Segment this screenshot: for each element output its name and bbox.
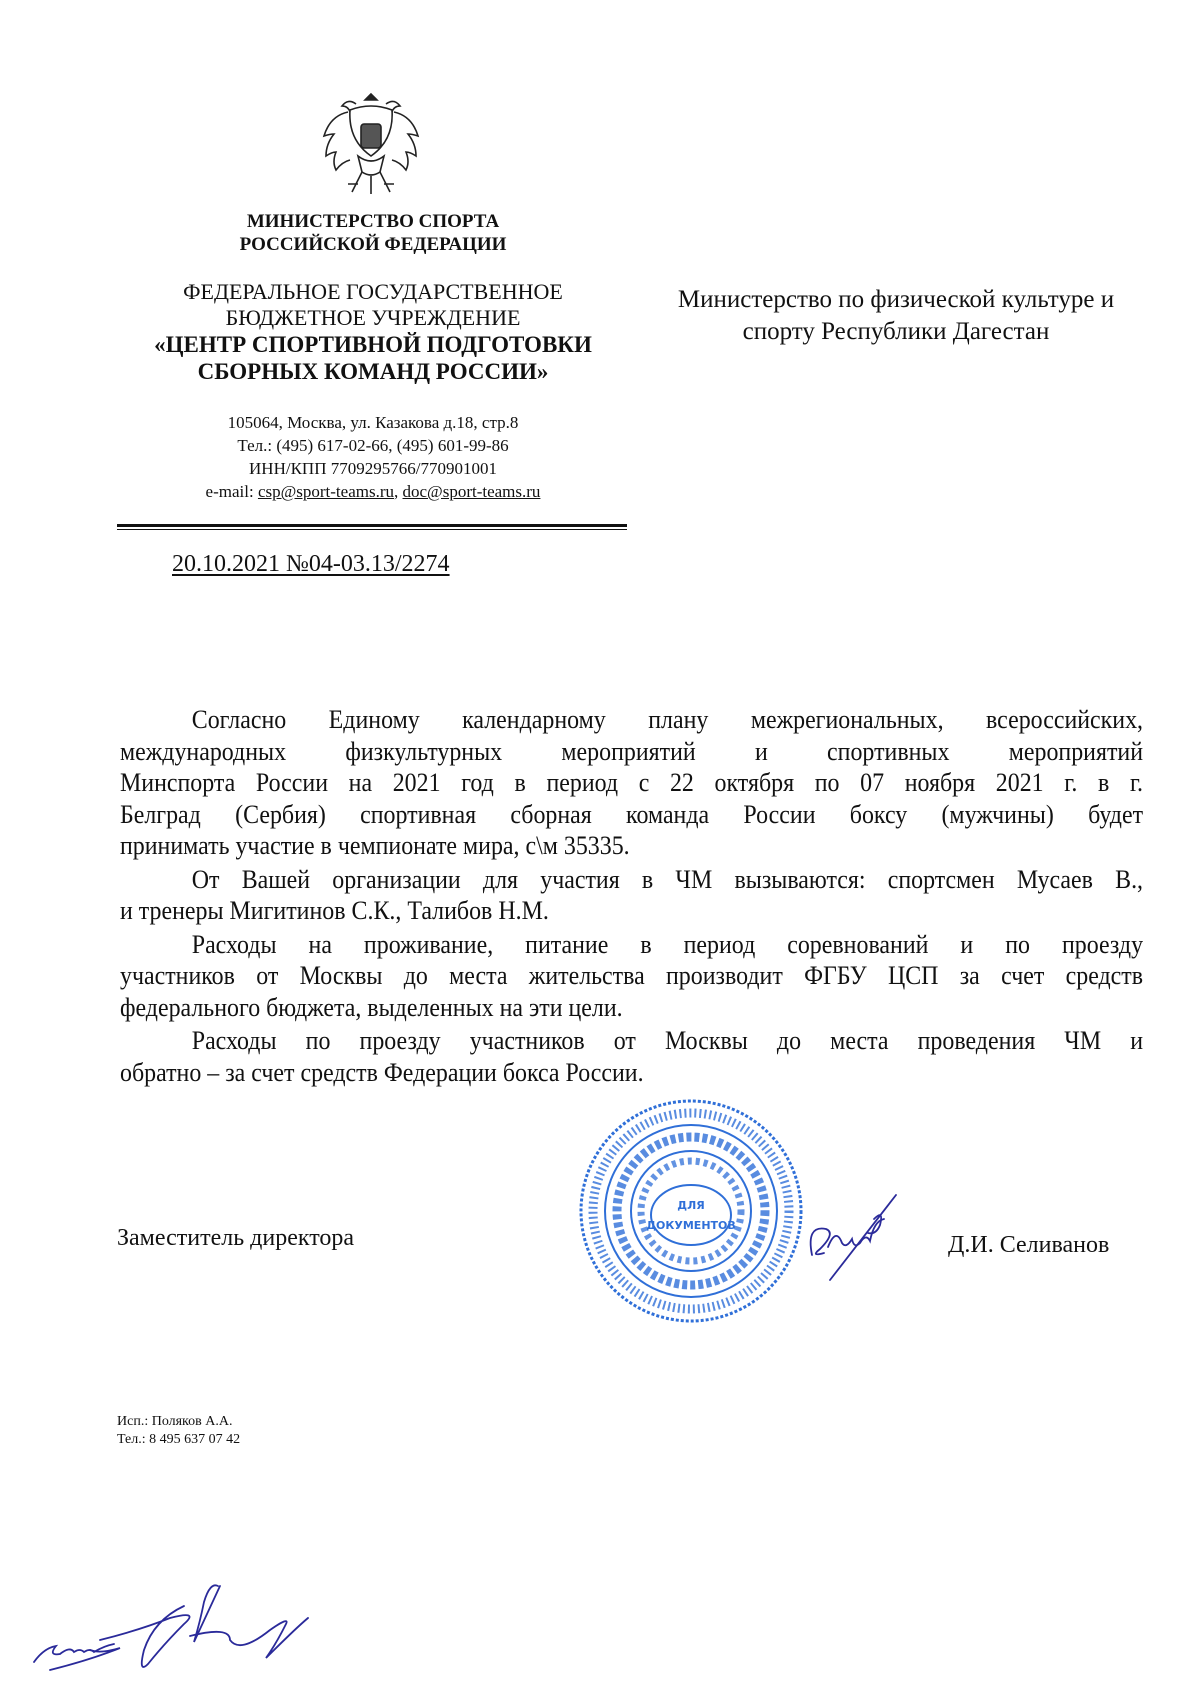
body-line: Расходы по проезду участников от Москвы до места проведения ЧМ и bbox=[191, 1026, 1144, 1055]
body-paragraph bbox=[120, 929, 1143, 1024]
document-date-number: 20.10.2021 №04-03.13/2274 bbox=[172, 551, 450, 577]
director-handwritten-signature bbox=[800, 1185, 910, 1285]
body-paragraph bbox=[120, 704, 1143, 862]
letter-body bbox=[120, 704, 1143, 1090]
phones: Тел.: (495) 617-02-66, (495) 601-99-86 bbox=[237, 436, 509, 455]
emails bbox=[117, 480, 629, 503]
body-paragraph bbox=[120, 1025, 1143, 1088]
signer-position: Заместитель директора bbox=[117, 1225, 355, 1251]
recipient-block bbox=[640, 284, 1152, 348]
inn-kpp: ИНН/КПП 7709295766/770901001 bbox=[249, 459, 497, 478]
org-type-line2: БЮДЖЕТНОЕ УЧРЕЖДЕНИЕ bbox=[225, 305, 521, 330]
executor-footer bbox=[117, 1413, 240, 1449]
email-link-csp[interactable]: csp@sport-teams.ru bbox=[257, 482, 394, 501]
body-line: Белград (Сербия) спортивная сборная команда России боксу (мужчины) будет bbox=[120, 799, 1144, 829]
executor-phone: Тел.: 8 495 637 07 42 bbox=[117, 1432, 241, 1447]
executor-name: Исп.: Поляков А.А. bbox=[117, 1414, 233, 1429]
body-line: принимать участие в чемпионате мира, с\м 35335. bbox=[120, 831, 630, 860]
body-line: Согласно Единому календарному плану межрегиональных, всероссийских, bbox=[191, 705, 1144, 734]
body-paragraph bbox=[120, 864, 1143, 927]
coat-of-arms-emblem bbox=[318, 88, 424, 206]
org-name-line1: «ЦЕНТР СПОРТИВНОЙ ПОДГОТОВКИ bbox=[154, 332, 592, 357]
body-line: Минспорта России на 2021 год в период с 22 октября по 07 ноября 2021 г. в г. bbox=[120, 768, 1144, 797]
organization-header bbox=[117, 279, 629, 385]
ministry-name-line1: МИНИСТЕРСТВО СПОРТА bbox=[246, 211, 500, 232]
org-type-line1: ФЕДЕРАЛЬНОЕ ГОСУДАРСТВЕННОЕ bbox=[183, 279, 563, 304]
body-line: участников от Москвы до места жительства производит ФГБУ ЦСП за счет средств bbox=[120, 961, 1144, 990]
header-divider-thin bbox=[117, 529, 627, 530]
official-round-stamp bbox=[575, 1095, 807, 1327]
signer-name: Д.И. Селиванов bbox=[948, 1232, 1110, 1258]
recipient-line2: спорту Республики Дагестан bbox=[742, 318, 1050, 345]
ministry-name-line2: РОССИЙСКОЙ ФЕДЕРАЦИИ bbox=[239, 234, 507, 255]
ministry-header bbox=[117, 210, 629, 256]
body-line: и тренеры Мигитинов С.К., Талибов Н.М. bbox=[120, 896, 549, 925]
body-line: федерального бюджета, выделенных на эти цели. bbox=[120, 992, 623, 1022]
body-line: международных физкультурных мероприятий и спортивных мероприятий bbox=[120, 736, 1144, 766]
org-name-line2: СБОРНЫХ КОМАНД РОССИИ» bbox=[197, 359, 549, 384]
stamp-center-line1: ДЛЯ bbox=[677, 1199, 705, 1212]
organization-contacts bbox=[117, 411, 629, 503]
email-label: e-mail: bbox=[205, 482, 258, 501]
body-line: Расходы на проживание, питание в период соревнований и по проезду bbox=[191, 929, 1144, 959]
email-link-doc[interactable]: doc@sport-teams.ru bbox=[402, 482, 541, 501]
handwritten-initials-signature bbox=[30, 1580, 340, 1675]
recipient-line1: Министерство по физической культуре и bbox=[677, 286, 1115, 313]
body-line: обратно – за счет средств Федерации бокса России. bbox=[120, 1057, 644, 1087]
header-divider-thick bbox=[117, 524, 627, 527]
stamp-center-line2: ДОКУМЕНТОВ bbox=[646, 1219, 736, 1232]
address: 105064, Москва, ул. Казакова д.18, стр.8 bbox=[227, 413, 519, 432]
email-separator: , bbox=[394, 482, 403, 501]
body-line: От Вашей организации для участия в ЧМ вызываются: спортсмен Мусаев В., bbox=[191, 864, 1144, 894]
